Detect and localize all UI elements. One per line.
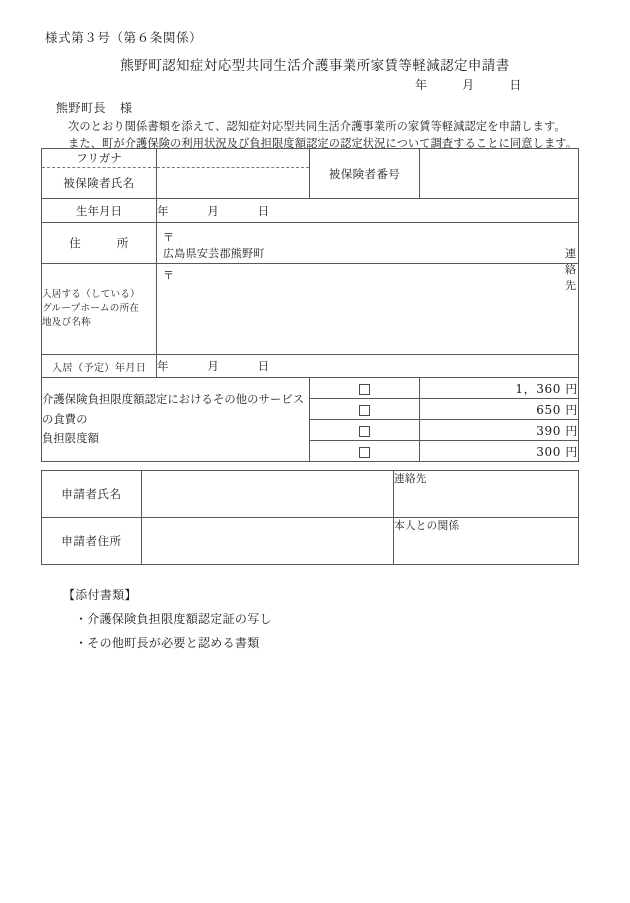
grouphome-postal-mark: 〒 [163, 269, 175, 282]
burden-amount-1 [420, 378, 579, 399]
applicant-signature-table [41, 470, 579, 565]
birthdate-field[interactable] [157, 199, 579, 223]
insured-number-field[interactable] [420, 149, 579, 199]
address-field[interactable] [157, 223, 579, 292]
applicant-address-label: 申請者住所 [42, 518, 142, 565]
checkbox-icon[interactable] [359, 426, 370, 437]
addressee-line [56, 99, 133, 116]
table-row-address [42, 223, 579, 264]
applicant-relation-label: 本人との関係 [394, 520, 460, 532]
table-row-birthdate [42, 199, 579, 223]
burden-label-line2: 負担限度額 [42, 432, 99, 446]
movein-month: 月 [207, 359, 220, 373]
furigana-label: フリガナ [42, 149, 157, 168]
attachments-title: 【添付書類】 [63, 588, 137, 602]
postal-mark: 〒 [163, 230, 175, 244]
burden-amount-2-value: 650 [536, 402, 561, 417]
applicant-contact-label: 連絡先 [394, 473, 427, 485]
movein-date-label: 入居（予定）年月日 [42, 355, 157, 378]
burden-label-line1: 介護保険負担限度額認定におけるその他のサービスの食費の [42, 392, 305, 426]
burden-amount-2 [420, 399, 579, 420]
birthdate-month: 月 [207, 203, 220, 218]
insured-number-label: 被保険者番号 [310, 149, 420, 199]
burden-amount-4-value: 300 [536, 444, 561, 459]
date-month: 月 [462, 78, 475, 92]
insured-name-label: 被保険者氏名 [42, 168, 157, 199]
checkbox-icon[interactable] [359, 447, 370, 458]
burden-amount-3-value: 390 [536, 423, 561, 438]
applicant-relation-field[interactable] [394, 518, 579, 565]
burden-checkbox-2[interactable] [310, 399, 420, 420]
address-contact-label: 連絡先 [565, 247, 577, 292]
burden-checkbox-1[interactable] [310, 378, 420, 399]
grouphome-label-line3: 地及び名称 [42, 316, 91, 328]
burden-amount-3-unit: 円 [565, 423, 578, 438]
burden-amount-1-value: 1，360 [515, 381, 561, 396]
table-row-furigana [42, 149, 579, 168]
grouphome-label [42, 264, 157, 355]
attachment-item-1: ・介護保険負担限度額認定証の写し [75, 612, 272, 626]
checkbox-icon[interactable] [359, 405, 370, 416]
burden-checkbox-3[interactable] [310, 420, 420, 441]
date-line [415, 76, 522, 93]
intro-paragraph-2: また、町が介護保険の利用状況及び負担限度額認定の認定状況について調査することに同意します。 [68, 137, 578, 150]
insured-name-field[interactable] [157, 168, 310, 199]
table-row-burden-1 [42, 378, 579, 399]
birthdate-year: 年 [157, 203, 169, 218]
table-row-movein-date [42, 355, 579, 378]
applicant-info-table [41, 148, 579, 462]
burden-amount-3 [420, 420, 579, 441]
birthdate-label: 生年月日 [42, 199, 157, 223]
grouphome-label-line2: グループホームの所在 [42, 303, 140, 315]
applicant-name-field[interactable] [142, 471, 394, 518]
applicant-contact-field[interactable] [394, 471, 579, 518]
movein-date-field[interactable] [157, 355, 579, 378]
grouphome-field[interactable] [157, 264, 579, 355]
table-row-grouphome [42, 264, 579, 355]
burden-limit-label [42, 378, 310, 462]
addressee-honorific: 様 [120, 101, 133, 115]
table-row-applicant-name [42, 471, 579, 518]
burden-checkbox-4[interactable] [310, 441, 420, 462]
address-prefilled-text: 広島県安芸郡熊野町 [163, 246, 265, 260]
form-number: 様式第３号（第６条関係） [45, 30, 203, 45]
furigana-field[interactable] [157, 149, 310, 168]
applicant-name-label: 申請者氏名 [42, 471, 142, 518]
table-row-applicant-address [42, 518, 579, 565]
applicant-address-field[interactable] [142, 518, 394, 565]
date-day: 日 [509, 78, 522, 92]
address-label: 住 所 [42, 223, 157, 264]
burden-amount-4 [420, 441, 579, 462]
checkbox-icon[interactable] [359, 384, 370, 395]
date-year: 年 [415, 78, 428, 92]
addressee-name: 熊野町長 [56, 101, 107, 115]
burden-amount-1-unit: 円 [565, 381, 578, 396]
intro-paragraph-1: 次のとおり関係書類を添えて、認知症対応型共同生活介護事業所の家賃等軽減認定を申請します。 [68, 120, 566, 133]
attachments-section [63, 586, 272, 658]
movein-day: 日 [257, 359, 270, 373]
document-title: 熊野町認知症対応型共同生活介護事業所家賃等軽減認定申請書 [120, 58, 510, 74]
burden-amount-4-unit: 円 [565, 444, 578, 459]
movein-year: 年 [157, 359, 169, 373]
burden-amount-2-unit: 円 [565, 402, 578, 417]
attachment-item-2: ・その他町長が必要と認める書類 [75, 636, 260, 650]
birthdate-day: 日 [257, 203, 270, 218]
grouphome-label-line1: 入居する（している） [42, 289, 140, 301]
